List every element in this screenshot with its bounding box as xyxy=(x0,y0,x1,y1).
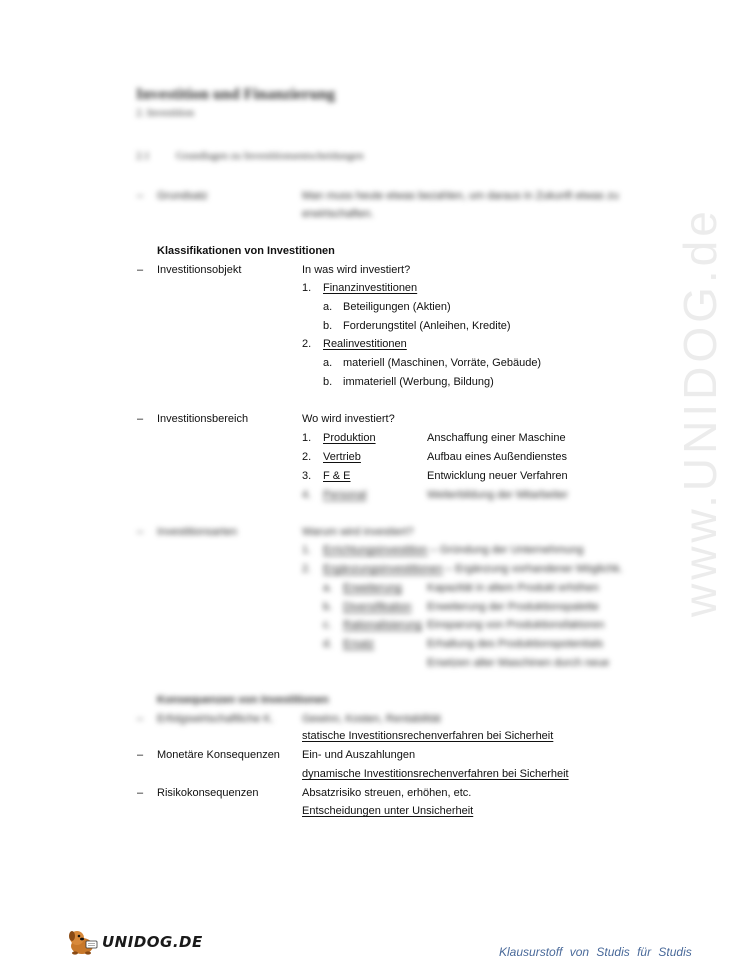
arten-label: Errichtungsinvestition xyxy=(323,544,428,556)
arten-sub-label: Erweiterung xyxy=(343,582,402,594)
bereich-label: Produktion xyxy=(323,432,376,444)
section-title: Grundlagen zu Investitionsentscheidungen xyxy=(176,150,364,162)
list-dash: – xyxy=(137,713,144,725)
list-dash: – xyxy=(137,264,144,276)
arten-sub-description: Einsparung von Produktionsfaktoren xyxy=(427,619,605,631)
konsequenz-method: statische Investitionsrechenverfahren bei Sicherheit xyxy=(302,730,554,742)
konsequenz-description: Gewinn, Kosten, Rentabilität xyxy=(302,713,441,725)
list-dash: – xyxy=(137,190,144,202)
list-letter: a. xyxy=(323,301,333,313)
arten-sub-description: Kapazität in altem Produkt erhöhen xyxy=(427,582,599,594)
investitionsbereich-question: Wo wird investiert? xyxy=(302,413,395,425)
arten-item xyxy=(323,543,584,557)
konsequenz-term: Erfolgswirtschaftliche K. xyxy=(157,713,274,725)
arten-sub-label: Rationalisierung xyxy=(343,619,422,631)
list-number: 1. xyxy=(302,544,312,556)
arten-item xyxy=(323,562,623,576)
list-number: 3. xyxy=(302,470,312,482)
konsequenz-method: Entscheidungen unter Unsicherheit xyxy=(302,805,474,817)
list-letter: a. xyxy=(323,582,333,594)
list-letter: b. xyxy=(323,320,333,332)
arten-sub-description: Erhaltung des Produktionspotentials xyxy=(427,638,604,650)
list-item: materiell (Maschinen, Vorräte, Gebäude) xyxy=(343,357,542,369)
list-number: 2. xyxy=(302,451,312,463)
list-dash: – xyxy=(137,413,144,425)
investitionsarten-question: Warum wird investiert? xyxy=(302,526,414,538)
konsequenzen-heading: Konsequenzen von Investitionen xyxy=(157,694,329,706)
bereich-description: Entwicklung neuer Verfahren xyxy=(427,470,568,482)
investitionsobjekt-question: In was wird investiert? xyxy=(302,264,411,276)
konsequenz-term: Monetäre Konsequenzen xyxy=(157,749,280,761)
investitionsarten-term: Investitionsarten xyxy=(157,526,238,538)
konsequenz-term: Risikokonsequenzen xyxy=(157,787,259,799)
bereich-label: Vertrieb xyxy=(323,451,361,463)
realinvestitionen-label: Realinvestitionen xyxy=(323,338,407,350)
bereich-label: F & E xyxy=(323,470,351,482)
logo-text: UNIDOG.DE xyxy=(102,933,203,951)
list-number: 4. xyxy=(302,489,312,501)
arten-sub-description: Erweiterung der Produktionspalette xyxy=(427,601,599,613)
grundsatz-line-1: Man muss heute etwas bezahlen, um daraus in Zukunft etwas zu xyxy=(302,190,619,202)
list-letter: b. xyxy=(323,376,333,388)
konsequenz-description: Absatzrisiko streuen, erhöhen, etc. xyxy=(302,787,472,799)
grundsatz-line-2: erwirtschaften. xyxy=(302,208,374,220)
list-number: 1. xyxy=(302,432,312,444)
arten-sub-label: Diversifikation xyxy=(343,601,412,613)
document-subtitle: 2. Investition xyxy=(136,107,195,119)
list-dash: – xyxy=(137,526,144,538)
list-number: 2. xyxy=(302,563,312,575)
arten-sub-label: Ersatz xyxy=(343,638,375,650)
unidog-logo xyxy=(66,927,203,957)
arten-description: – Ergänzung vorhandener Möglichk. xyxy=(445,563,623,575)
list-letter: b. xyxy=(323,601,333,613)
watermark: www.UNIDOG.de xyxy=(674,207,726,617)
list-dash: – xyxy=(137,749,144,761)
bereich-label: Personal xyxy=(323,489,367,501)
arten-description: – Gründung der Unternehmung xyxy=(430,544,584,556)
list-item: Forderungstitel (Anleihen, Kredite) xyxy=(343,320,511,332)
list-letter: a. xyxy=(323,357,333,369)
dog-mascot-icon xyxy=(66,927,100,957)
list-letter: d. xyxy=(323,638,333,650)
klassifikationen-heading: Klassifikationen von Investitionen xyxy=(157,245,335,257)
konsequenz-method: dynamische Investitionsrechenverfahren bei Sicherheit xyxy=(302,768,569,780)
bereich-description: Anschaffung einer Maschine xyxy=(427,432,566,444)
list-item: Beteiligungen (Aktien) xyxy=(343,301,451,313)
investitionsobjekt-term: Investitionsobjekt xyxy=(157,264,242,276)
bereich-description: Aufbau eines Außendienstes xyxy=(427,451,568,463)
bereich-description: Weiterbildung der Mitarbeiter xyxy=(427,489,569,501)
list-number: 2. xyxy=(302,338,312,350)
document-title: Investition und Finanzierung xyxy=(136,86,336,103)
investitionsbereich-term: Investitionsbereich xyxy=(157,413,249,425)
list-number: 1. xyxy=(302,282,312,294)
list-dash: – xyxy=(137,787,144,799)
konsequenz-description: Ein- und Auszahlungen xyxy=(302,749,416,761)
grundsatz-term: Grundsatz xyxy=(157,190,208,202)
list-item: immateriell (Werbung, Bildung) xyxy=(343,376,494,388)
arten-label: Ergänzungsinvestitionen xyxy=(323,563,443,575)
footer-tagline: Klausurstoff von Studis für Studis xyxy=(499,945,692,959)
finanzinvestitionen-label: Finanzinvestitionen xyxy=(323,282,418,294)
arten-extra-description: Ersetzen alter Maschinen durch neue xyxy=(427,657,610,669)
list-letter: c. xyxy=(323,619,332,631)
section-number: 2.1 xyxy=(136,150,150,162)
